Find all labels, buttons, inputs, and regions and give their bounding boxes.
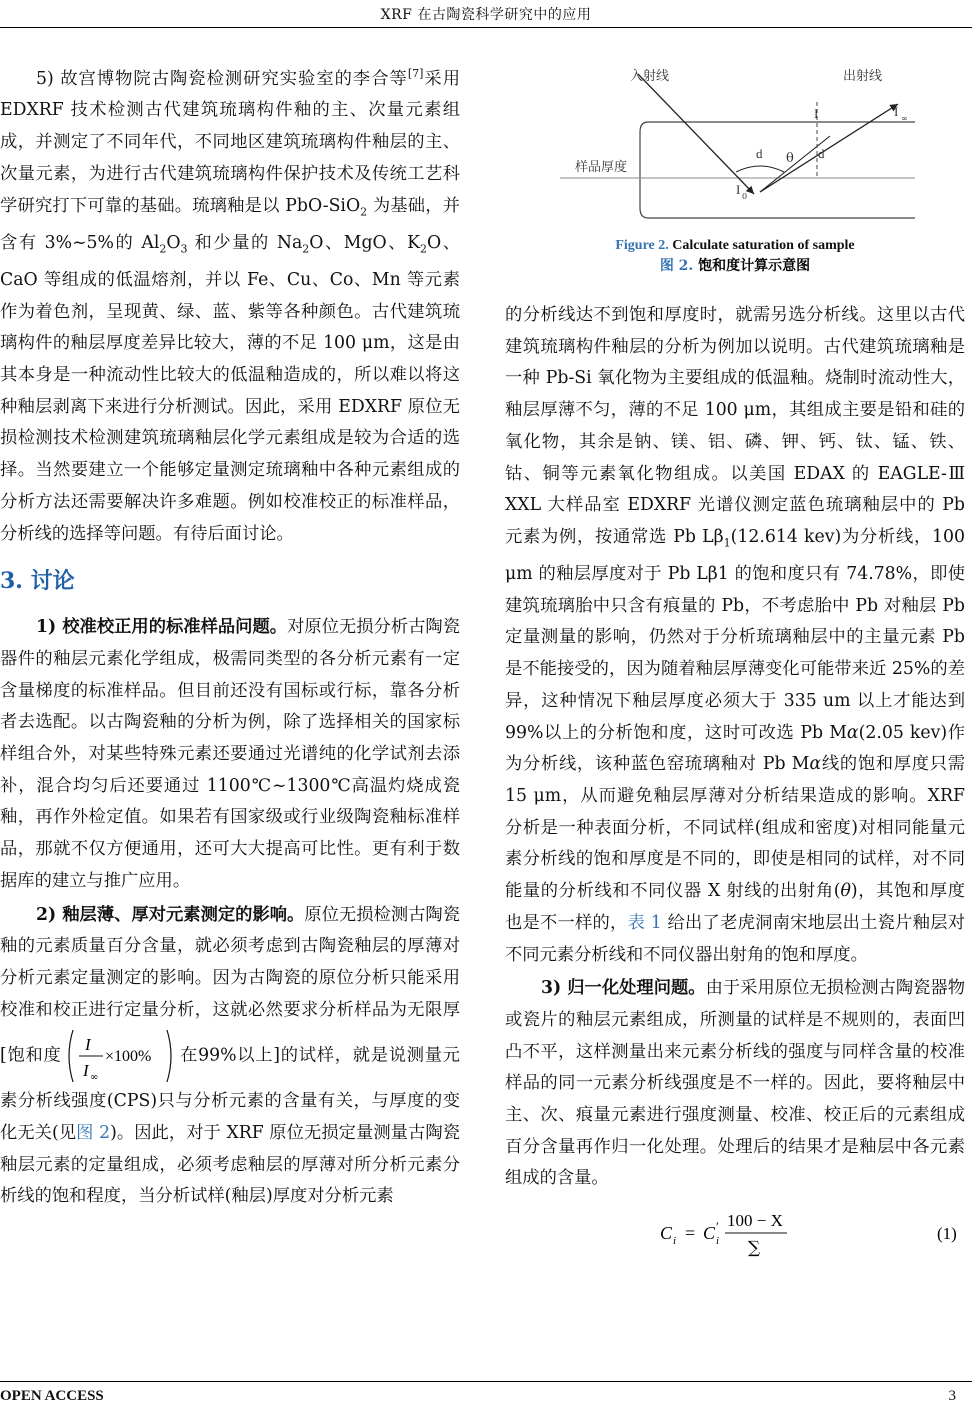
left-column: [0, 58, 460, 1213]
text: 原位无损检测古陶瓷釉的元素质量百分含量，就必须考虑到古陶瓷釉层的厚薄对分析元素定量测定的影响。因为古陶瓷的原位分析只能采用校准和校正进行定量分析，这就必然要求分析样品为无限厚[饱和度: [0, 904, 460, 1066]
table-1-link[interactable]: 表 1: [627, 912, 662, 933]
eq-denominator: ∑: [748, 1238, 761, 1259]
eq-lhs-sub: i: [673, 1235, 677, 1248]
eq-equals: =: [685, 1223, 696, 1244]
figure-caption-cn: [505, 256, 965, 276]
text: 和少量的 Na: [187, 232, 303, 253]
footer-journal[interactable]: OPEN ACCESS: [0, 1388, 104, 1404]
citation-ref[interactable]: [7]: [407, 67, 424, 80]
caption-en-text: Calculate saturation of sample: [668, 238, 855, 253]
subscript: 2: [159, 242, 167, 256]
label-inf-sub: ∞: [901, 114, 908, 123]
paragraph-li-he: [0, 58, 460, 550]
right-column: [505, 300, 965, 1261]
paragraph-glaze-thickness: [0, 900, 460, 1214]
label-zero-sub: 0: [742, 192, 748, 201]
theta-symbol: θ: [840, 881, 851, 902]
text: 99%以上]的试样，就是说测量元素分析线强度(CPS)只与分析元素的含量有关，与厚度的变化无关(见: [0, 1045, 460, 1144]
text: 为基础，并含有 3%~5%的 Al: [0, 195, 461, 253]
text: )。因此，对于 XRF 原位无损定量测量古陶瓷釉层元素的定量组成，必须考虑釉层的厚薄对所分析元素分析线的饱和程度，当分析试样(釉层)厚度对分析元素: [0, 1123, 460, 1207]
alpha-symbol: α: [846, 722, 859, 743]
alpha-symbol: α: [809, 754, 822, 775]
label-theta: θ: [786, 151, 794, 166]
incident-ray: [638, 74, 754, 194]
eq-rhs-sub: i: [716, 1235, 720, 1248]
label-I-inf: I: [894, 104, 899, 119]
figure-caption-en: [505, 236, 965, 256]
paragraph-normalization: [505, 973, 965, 1195]
label-d1: d: [756, 146, 763, 161]
label-I0: I: [736, 182, 741, 197]
formula-denominator: I: [83, 1061, 90, 1081]
label-I: I: [814, 106, 819, 121]
equation-number: (1): [937, 1224, 957, 1244]
emergent-label: 出射线: [843, 69, 883, 84]
text: 由于采用原位无损检测古陶瓷器物或瓷片的釉层元素组成，所测量的试样是不规则的，表面凹凸不平，这样测量出来元素分析线的强度与同样含量的校准样品的同一元素分析线强度是不一样的。因此，要将釉层中主、次、痕量元素进行强度测量、校准、校正后的元素组成百分含量再作归一化处理。处理后的结果才是釉层中各元素组成的含量。: [505, 978, 965, 1189]
section-heading: 3. 讨论: [0, 568, 75, 595]
text: )，其饱和厚度也是不一样的，: [505, 881, 965, 933]
paragraph-heading: 3) 归一化处理问题。: [541, 978, 706, 999]
theta-arc: [736, 166, 784, 172]
footer-rule: [0, 1381, 972, 1382]
eq-rhs: C: [703, 1223, 716, 1244]
text: 线的饱和厚度只需 15 μm，从而避免釉层厚薄对分析结果造成的影响。XRF 分析是一种表面分析，不同试样(组成和密度)对相同能量元素分析线的饱和厚度是不同的，即使是相同的试样，对不同能量的分析线和不同仪器 X 射线的出射角(: [505, 754, 965, 902]
eq-lhs: C: [660, 1223, 673, 1244]
text: 5) 故宫博物院古陶瓷检测研究实验室的李合等: [36, 68, 408, 89]
text: 的分析线达不到饱和厚度时，就需另选分析线。这里以古代建筑琉璃构件釉层的分析为例加以说明。古代建筑琉璃釉是一种 Pb-Si 氧化物为主要组成的低温釉。烧制时流动性大，釉层厚薄不匀，薄的不足 100 μm，其组成主要是铅和硅的氧化物，其余是钠、镁、铝、磷、钾、钙、钛、锰、铁、钴、铜等元素氧化物组成。以美国 EDAX 的 EAGLE-Ⅲ XXL 大样品室 EDXRF 光谱仪测定蓝色琉璃釉层中的 Pb 元素为例，按通常选 Pb Lβ: [505, 305, 965, 547]
text: 给出了老虎洞南宋地层出土瓷片釉层对不同元素分析线和不同仪器出射角的饱和厚度。: [505, 912, 965, 965]
thickness-label: 样品厚度: [575, 160, 628, 175]
text: 对原位无损分析古陶瓷器件的釉层元素化学组成，极需同类型的各分析元素有一定含量梯度的标准样品。但目前还没有国标或行标，靠各分析者去选配。以古陶瓷釉的分析为例，除了选择相关的国家标样组合外，对某些特殊元素还要通过光谱纯的化学试剂去添补，混合均匀后还要通过 1100℃~1300℃高温灼烧成瓷釉，再作外检定值。如果若有国家级或行业级陶瓷釉标准样品，那就不仅方便通用，还可大大提高可比性。更有利于数据库的建立与推广应用。: [0, 617, 460, 891]
figure-caption: [505, 236, 965, 276]
formula-numerator: I: [85, 1035, 92, 1055]
text: (2.05 kev)作为分析线，该种蓝色窑琉璃釉对 Pb M: [505, 722, 965, 775]
formula-inf-subscript: ∞: [90, 1072, 99, 1084]
paragraph-standard-samples: [0, 612, 460, 897]
page-number: 3: [948, 1388, 956, 1404]
header-rule: [0, 27, 972, 28]
sample-outline: [640, 122, 915, 218]
caption-cn-text: 饱和度计算示意图: [693, 258, 811, 274]
text: 采用 EDXRF 技术检测古代建筑琉璃构件釉的主、次量元素组成，并测定了不同年代，不同地区建筑琉璃构件釉层的主、次量元素，为进行古代建筑琉璃构件保护技术及传统工艺科学研究打下可靠的基础。琉璃釉是以 PbO-SiO: [0, 68, 460, 216]
text: O: [166, 232, 181, 253]
running-header: XRF 在古陶瓷科学研究中的应用: [380, 7, 592, 23]
caption-cn-number: 图 2.: [659, 258, 694, 274]
text: (12.614 kev)为分析线，100 μm 的釉层厚度对于 Pb Lβ1 的饱和度只有 74.78%，即使建筑琉璃胎中只含有痕量的 Pb，不考虑胎中 Pb 对釉层 Pb 定量测量的影响，仍然对于分析琉璃釉层中的主量元素 Pb 是不能接受的，因为随着釉层厚薄变化可能带来近 25%的差异，这种情况下釉层厚度必须大于 335 um 以上才能达到 99%以上的分析饱和度，这时可改选 Pb M: [505, 526, 965, 743]
caption-en-number: Figure 2.: [615, 238, 669, 253]
text: O、MgO、K: [309, 232, 420, 253]
eq-numerator: 100 − X: [727, 1211, 783, 1231]
emergent-ray-inf: [760, 104, 898, 192]
paragraph-heading: 2) 釉层薄、厚对元素测定的影响。: [36, 904, 305, 925]
label-d2: d: [818, 146, 825, 161]
text: O、CaO 等组成的低温熔剂，并以 Fe、Cu、Co、Mn 等元素作为着色剂，呈现黄、绿、蓝、紫等各种颜色。古代建筑琉璃构件的釉层厚度差异比较大，薄的不足 100 μm，这是由其本身是一种流动性比较大的低温釉造成的，所以难以将这种釉层剥离下来进行分析测试。因此，采用 EDXRF 原位无损检测技术检测建筑琉璃釉层化学元素组成是较为合适的选择。当然要建立一个能够定量测定琉璃釉中各种元素组成的分析方法还需要解决许多难题。例如校准校正的标准样品，分析线的选择等问题。有待后面讨论。: [0, 232, 460, 544]
formula-times-100: ×100%: [105, 1048, 152, 1066]
emergent-ray: [760, 136, 830, 192]
eq-rhs-prime: ′: [716, 1219, 719, 1235]
subscript: 1: [723, 536, 731, 550]
subscript: 2: [302, 242, 310, 256]
figure-2-diagram: [560, 60, 920, 230]
paragraph-heading: 1) 校准校正用的标准样品问题。: [36, 617, 288, 638]
equation-1: [505, 1201, 965, 1261]
saturation-formula: [65, 1026, 175, 1086]
subscript: 2: [420, 242, 427, 256]
incident-label: 入射线: [630, 69, 670, 84]
subscript: 2: [360, 205, 368, 219]
subscript: 3: [180, 242, 188, 256]
figure-2-link[interactable]: 图 2: [76, 1123, 111, 1144]
text: 在: [179, 1045, 199, 1066]
paragraph-analysis-line: [505, 300, 965, 971]
